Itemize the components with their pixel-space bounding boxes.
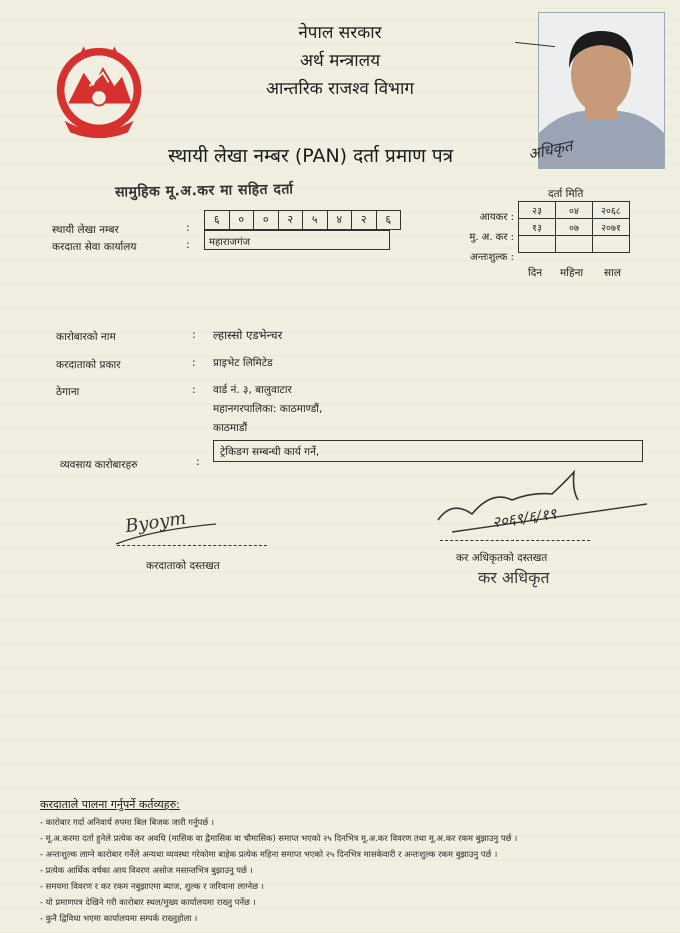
office-label: करदाता सेवा कार्यालय <box>52 241 137 253</box>
business-activities-colon: : <box>196 455 200 468</box>
business-name-label: कारोबारको नाम <box>56 331 116 343</box>
pan-digits <box>204 210 401 230</box>
date-year: २०७१ <box>593 219 630 236</box>
date-month: ०४ <box>556 202 593 219</box>
title-handnote: अधिकृत <box>526 136 575 164</box>
duty-item: - कारोबार गर्दा अनिवार्य रुपमा बिल बिजक जारी गर्नुपर्छ । <box>40 817 215 827</box>
date-month: ०७ <box>556 219 593 236</box>
business-name-colon: : <box>192 328 196 341</box>
duties-title: करदाताले पालना गर्नुपर्ने कर्तव्यहरु: <box>40 798 180 811</box>
taxpayer-signature-line <box>117 545 267 546</box>
duty-item: - समयमा विवरण र कर रकम नबुझाएमा ब्याज, शुल्क र जरिवाना लाग्नेछ । <box>40 881 264 891</box>
header-government: नेपाल सरकार <box>298 23 382 43</box>
address-colon: : <box>192 383 196 396</box>
date-row <box>519 202 630 219</box>
pan-digit: २ <box>279 211 304 229</box>
pan-digit: २ <box>352 211 377 229</box>
address-line-1: वार्ड नं. ३, बालुवाटार <box>213 384 292 396</box>
taxpayer-type-label: करदाताको प्रकार <box>56 359 121 371</box>
address-label: ठेगाना <box>56 386 80 398</box>
header-ministry: अर्थ मन्त्रालय <box>299 51 381 71</box>
date-day <box>519 236 556 253</box>
taxpayer-signature-label: करदाताको दस्तखत <box>146 560 220 572</box>
address-line-2: महानगरपालिका: काठमाण्डौं, <box>213 403 323 415</box>
business-activities-label: व्यवसाय कारोबारहरु <box>60 459 138 471</box>
pan-colon: : <box>186 221 190 234</box>
pan-digit: ० <box>254 211 279 229</box>
date-month <box>556 236 593 253</box>
pan-digit: ० <box>230 211 255 229</box>
taxpayer-signature: Byoym <box>123 507 188 538</box>
officer-signature-line <box>440 540 590 541</box>
pan-digit: ४ <box>328 211 353 229</box>
pan-digit: ५ <box>303 211 328 229</box>
date-row <box>519 236 630 253</box>
date-footer-year: साल <box>604 267 621 279</box>
taxpayer-type-colon: : <box>192 356 196 369</box>
registration-stamp: सामुहिक मू.अ.कर मा सहित दर्ता <box>114 181 294 201</box>
date-year: २०६८ <box>593 202 630 219</box>
duty-item: - प्रत्येक आर्थिक वर्षका आय विवरण असोज मसान्तभित्र बुझाउनु पर्छ । <box>40 865 253 875</box>
pan-digit: ६ <box>205 211 230 229</box>
header-department: आन्तरिक राजश्व विभाग <box>266 79 414 99</box>
date-row-label-vat: मु. अ. कर : <box>469 232 514 243</box>
officer-signature-date: २०६९/६/१९ <box>491 504 558 532</box>
duty-item: - मू.अ.करमा दर्ता हुनेले प्रत्येक कर अवधि (मासिक वा द्वैमासिक वा चौमासिक) समाप्त भएको २५ दिनभित्र मू.अ.कर विवरण तथा मू.अ.कर रकम बुझाउनु पर्छ । <box>40 833 518 843</box>
business-name-value: ल्हास्सो एडभेन्चर <box>213 328 283 342</box>
date-day: २३ <box>519 202 556 219</box>
date-row-label-excise: अन्तःशुल्क : <box>470 252 514 263</box>
date-row-label-income: आयकर : <box>479 212 514 223</box>
pan-digit: ६ <box>385 213 392 226</box>
date-day: १३ <box>519 219 556 236</box>
officer-stamp: कर अधिकृत <box>478 568 550 587</box>
duty-item: - अन्तःशुल्क लाग्ने कारोबार गर्नेले अन्यथा व्यवस्था गरेकोमा बाहेक प्रत्येक महिना समाप्त भएको २५ दिनभित्र मासकेवारी र अन्तःशुल्क रकम बुझाउनु पर्छ । <box>40 849 498 859</box>
duty-item: - यो प्रमाणपत्र देखिने गरी कारोबार स्थल/मुख्य कार्यालयमा राख्नु पर्नेछ । <box>40 897 256 907</box>
registration-date-table <box>518 201 630 253</box>
date-footer-month: महिना <box>560 267 584 279</box>
address-line-3: काठमाडौं <box>213 422 248 434</box>
officer-signature-label: कर अधिकृतको दस्तखत <box>456 552 548 564</box>
pan-label: स्थायी लेखा नम्बर <box>52 224 119 236</box>
date-row <box>519 219 630 236</box>
office-colon: : <box>186 238 190 251</box>
business-activities-value: ट्रेकिङग सम्बन्धी कार्य गर्ने, <box>213 440 643 462</box>
date-footer-day: दिन <box>528 267 543 279</box>
date-year <box>593 236 630 253</box>
registration-date-heading: दर्ता मिति <box>548 188 584 200</box>
office-value: महाराजगंज <box>204 230 390 250</box>
certificate-title: स्थायी लेखा नम्बर (PAN) दर्ता प्रमाण पत्र <box>168 145 454 167</box>
taxpayer-type-value: प्राइभेट लिमिटेड <box>213 357 273 369</box>
duty-item: - कुनै द्विविधा भएमा कार्यालयमा सम्पर्क राख्नुहोला । <box>40 913 198 923</box>
